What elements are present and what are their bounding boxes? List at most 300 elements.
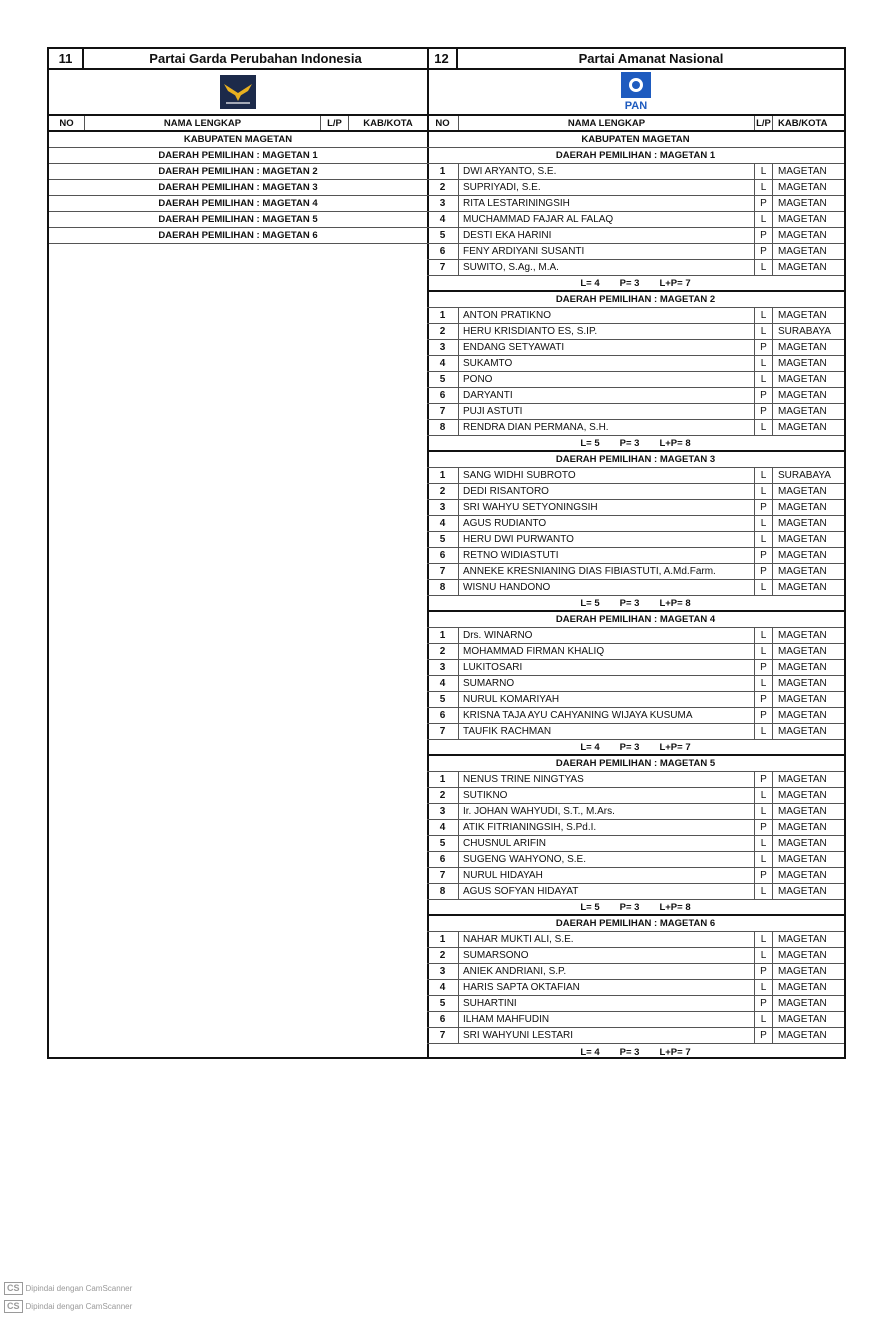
candidate-gender: L: [754, 628, 772, 643]
candidate-city: MAGETAN: [772, 340, 844, 355]
candidate-city: MAGETAN: [772, 868, 844, 883]
candidate-city: MAGETAN: [772, 948, 844, 963]
candidate-no: 5: [439, 998, 446, 1009]
candidate-row: [427, 692, 844, 708]
kabupaten-label: [49, 132, 427, 148]
candidate-gender: L: [754, 852, 772, 867]
pan-logo-text: PAN: [624, 100, 647, 112]
candidate-row: [427, 884, 844, 900]
candidate-gender: P: [754, 868, 772, 883]
candidate-name: TAUFIK RACHMAN: [458, 724, 754, 739]
candidate-gender: L: [754, 676, 772, 691]
candidate-no: 2: [439, 326, 446, 337]
candidate-no: 1: [439, 310, 446, 321]
candidate-name: HARIS SAPTA OKTAFIAN: [458, 980, 754, 995]
candidate-city: MAGETAN: [772, 228, 844, 243]
dapil-totals-row: [427, 740, 844, 756]
candidate-row: [427, 628, 844, 644]
candidate-row: [427, 644, 844, 660]
candidate-name: SUGENG WAHYONO, S.E.: [458, 852, 754, 867]
candidate-row: [427, 580, 844, 596]
dapil-totals-row: [427, 436, 844, 452]
candidate-city: MAGETAN: [772, 724, 844, 739]
candidate-no: 7: [439, 262, 446, 273]
candidate-city: MAGETAN: [772, 388, 844, 403]
candidate-name: DWI ARYANTO, S.E.: [458, 164, 754, 179]
candidate-name: LUKITOSARI: [458, 660, 754, 675]
candidate-city: MAGETAN: [772, 932, 844, 947]
dapil-title: DAERAH PEMILIHAN : MAGETAN 5: [158, 214, 318, 225]
candidate-city: MAGETAN: [772, 692, 844, 707]
dapil-totals: [566, 900, 704, 914]
candidate-no: 2: [439, 486, 446, 497]
candidate-no: 7: [439, 870, 446, 881]
dapil-totals: [566, 740, 704, 754]
candidate-city: MAGETAN: [772, 356, 844, 371]
candidate-row: [427, 836, 844, 852]
candidate-row: [427, 948, 844, 964]
candidate-city: MAGETAN: [772, 660, 844, 675]
candidate-gender: L: [754, 324, 772, 339]
candidate-name: SUHARTINI: [458, 996, 754, 1011]
candidate-no: 6: [439, 710, 446, 721]
kabupaten-label: [427, 132, 844, 148]
total-all: L+P= 7: [659, 1046, 691, 1058]
candidate-row: [427, 260, 844, 276]
candidate-city: MAGETAN: [772, 852, 844, 867]
candidate-row: [427, 516, 844, 532]
candidate-name: AGUS RUDIANTO: [458, 516, 754, 531]
candidate-city: MAGETAN: [772, 564, 844, 579]
candidate-no: 4: [439, 982, 446, 993]
header-lp: L/P: [320, 116, 348, 130]
candidate-no: 1: [439, 630, 446, 641]
garuda-logo-icon: [220, 75, 256, 109]
total-male: L= 4: [580, 1046, 600, 1058]
candidate-no: 3: [439, 806, 446, 817]
candidate-city: MAGETAN: [772, 996, 844, 1011]
dapil-title: DAERAH PEMILIHAN : MAGETAN 5: [555, 758, 716, 769]
candidate-name: NURUL HIDAYAH: [458, 868, 754, 883]
dapil-totals: [566, 436, 704, 450]
dapil-row: [49, 228, 427, 244]
dapil-totals-row: [427, 596, 844, 612]
candidate-row: [427, 852, 844, 868]
candidate-name: SUMARNO: [458, 676, 754, 691]
camscanner-badge: CS: [4, 1300, 23, 1313]
candidate-row: [427, 180, 844, 196]
dapil-totals-row: [427, 1044, 844, 1060]
candidate-gender: P: [754, 820, 772, 835]
candidate-no: 8: [439, 886, 446, 897]
candidate-no: 7: [439, 726, 446, 737]
candidate-city: MAGETAN: [772, 1028, 844, 1043]
candidate-gender: P: [754, 1028, 772, 1043]
candidate-gender: L: [754, 932, 772, 947]
candidate-gender: L: [754, 372, 772, 387]
candidate-city: MAGETAN: [772, 836, 844, 851]
candidate-name: CHUSNUL ARIFIN: [458, 836, 754, 851]
party-12-title-row: [427, 49, 844, 70]
total-male: L= 5: [580, 597, 600, 609]
candidate-name: NAHAR MUKTI ALI, S.E.: [458, 932, 754, 947]
dapil-row: [427, 148, 844, 164]
candidate-name: PONO: [458, 372, 754, 387]
candidate-no: 1: [439, 934, 446, 945]
candidate-row: [427, 164, 844, 180]
candidate-gender: P: [754, 996, 772, 1011]
candidate-city: MAGETAN: [772, 500, 844, 515]
candidate-row: [427, 868, 844, 884]
candidate-no: 4: [439, 518, 446, 529]
candidate-name: ANNEKE KRESNIANING DIAS FIBIASTUTI, A.Md.Farm.: [458, 564, 754, 579]
candidate-city: MAGETAN: [772, 884, 844, 899]
dapil-totals: [566, 596, 704, 610]
candidate-no: 6: [439, 246, 446, 257]
candidate-gender: L: [754, 804, 772, 819]
candidate-no: 2: [439, 950, 446, 961]
candidate-city: SURABAYA: [772, 468, 844, 483]
candidate-no: 4: [439, 822, 446, 833]
candidate-no: 1: [439, 166, 446, 177]
candidate-gender: P: [754, 500, 772, 515]
candidate-gender: L: [754, 420, 772, 435]
kabupaten-text: KABUPATEN MAGETAN: [581, 134, 690, 145]
candidate-row: [427, 788, 844, 804]
candidate-name: FENY ARDIYANI SUSANTI: [458, 244, 754, 259]
candidate-gender: L: [754, 980, 772, 995]
candidate-name: NENUS TRINE NINGTYAS: [458, 772, 754, 787]
candidate-name: RETNO WIDIASTUTI: [458, 548, 754, 563]
candidate-name: Ir. JOHAN WAHYUDI, S.T., M.Ars.: [458, 804, 754, 819]
total-female: P= 3: [619, 597, 640, 609]
candidate-city: MAGETAN: [772, 708, 844, 723]
dapil-title: DAERAH PEMILIHAN : MAGETAN 1: [158, 150, 318, 161]
candidate-gender: P: [754, 564, 772, 579]
candidate-city: MAGETAN: [772, 404, 844, 419]
candidate-row: [427, 1012, 844, 1028]
total-male: L= 4: [580, 741, 600, 753]
total-all: L+P= 8: [659, 901, 691, 913]
total-female: P= 3: [619, 1046, 640, 1058]
candidate-row: [427, 996, 844, 1012]
candidate-gender: P: [754, 228, 772, 243]
candidate-row: [427, 228, 844, 244]
candidate-no: 3: [439, 662, 446, 673]
candidate-no: 4: [439, 678, 446, 689]
candidate-row: [427, 244, 844, 260]
candidate-no: 3: [439, 502, 446, 513]
candidate-gender: P: [754, 548, 772, 563]
candidate-no: 7: [439, 1030, 446, 1041]
candidate-city: MAGETAN: [772, 980, 844, 995]
candidate-no: 6: [439, 1014, 446, 1025]
candidate-row: [427, 804, 844, 820]
total-male: L= 5: [580, 437, 600, 449]
dapil-title: DAERAH PEMILIHAN : MAGETAN 2: [158, 166, 318, 177]
candidate-name: RENDRA DIAN PERMANA, S.H.: [458, 420, 754, 435]
candidate-gender: P: [754, 244, 772, 259]
dapil-title: DAERAH PEMILIHAN : MAGETAN 2: [555, 294, 716, 305]
header-no: NO: [435, 117, 450, 129]
candidate-city: MAGETAN: [772, 1012, 844, 1027]
candidate-no: 6: [439, 854, 446, 865]
candidate-row: [427, 196, 844, 212]
candidate-no: 2: [439, 182, 446, 193]
candidate-gender: P: [754, 660, 772, 675]
candidate-name: Drs. WINARNO: [458, 628, 754, 643]
candidate-city: MAGETAN: [772, 164, 844, 179]
dapil-title: DAERAH PEMILIHAN : MAGETAN 4: [158, 198, 318, 209]
candidate-no: 5: [439, 534, 446, 545]
candidate-row: [427, 468, 844, 484]
candidate-no: 1: [439, 470, 446, 481]
candidate-gender: L: [754, 948, 772, 963]
candidate-name: RITA LESTARININGSIH: [458, 196, 754, 211]
pan-logo-icon: [619, 72, 653, 112]
candidate-row: [427, 532, 844, 548]
candidate-gender: P: [754, 340, 772, 355]
candidate-row: [427, 212, 844, 228]
party-name: Partai Garda Perubahan Indonesia: [149, 51, 362, 66]
candidate-city: MAGETAN: [772, 308, 844, 323]
candidate-row: [427, 964, 844, 980]
camscanner-text: Dipindai dengan CamScanner: [25, 1302, 133, 1311]
candidate-row: [427, 772, 844, 788]
candidate-gender: L: [754, 468, 772, 483]
candidate-no: 3: [439, 342, 446, 353]
dapil-row: [427, 916, 844, 932]
party-11-header-row: [49, 116, 427, 132]
total-female: P= 3: [619, 277, 640, 289]
candidate-name: AGUS SOFYAN HIDAYAT: [458, 884, 754, 899]
dapil-totals-row: [427, 900, 844, 916]
candidate-gender: L: [754, 484, 772, 499]
total-female: P= 3: [619, 901, 640, 913]
party-12-column: [427, 49, 844, 1057]
dapil-row: [49, 164, 427, 180]
candidate-no: 8: [439, 582, 446, 593]
candidate-gender: L: [754, 260, 772, 275]
header-no: NO: [59, 117, 74, 129]
candidate-gender: P: [754, 708, 772, 723]
candidate-row: [427, 324, 844, 340]
candidate-city: MAGETAN: [772, 180, 844, 195]
total-male: L= 5: [580, 901, 600, 913]
candidate-name: SUWITO, S.Ag., M.A.: [458, 260, 754, 275]
candidate-name: HERU KRISDIANTO ES, S.IP.: [458, 324, 754, 339]
total-female: P= 3: [619, 741, 640, 753]
candidate-city: MAGETAN: [772, 196, 844, 211]
candidate-name: SANG WIDHI SUBROTO: [458, 468, 754, 483]
candidate-row: [427, 484, 844, 500]
candidate-row: [427, 660, 844, 676]
candidate-name: MUCHAMMAD FAJAR AL FALAQ: [458, 212, 754, 227]
candidate-gender: P: [754, 772, 772, 787]
candidate-name: DEDI RISANTORO: [458, 484, 754, 499]
candidate-no: 8: [439, 422, 446, 433]
candidate-row: [427, 932, 844, 948]
candidate-name: KRISNA TAJA AYU CAHYANING WIJAYA KUSUMA: [458, 708, 754, 723]
kabupaten-text: KABUPATEN MAGETAN: [183, 134, 293, 145]
candidate-row: [427, 1028, 844, 1044]
camscanner-badge: CS: [4, 1282, 23, 1295]
candidate-row: [427, 708, 844, 724]
candidate-gender: P: [754, 388, 772, 403]
candidate-city: MAGETAN: [772, 244, 844, 259]
total-all: L+P= 7: [659, 277, 691, 289]
dapil-row: [49, 180, 427, 196]
candidate-name: PUJI ASTUTI: [458, 404, 754, 419]
dapil-title: DAERAH PEMILIHAN : MAGETAN 3: [555, 454, 716, 465]
candidate-gender: P: [754, 964, 772, 979]
candidate-gender: L: [754, 308, 772, 323]
candidate-city: MAGETAN: [772, 964, 844, 979]
candidate-row: [427, 820, 844, 836]
candidate-city: SURABAYA: [772, 324, 844, 339]
candidate-gender: L: [754, 516, 772, 531]
candidate-name: MOHAMMAD FIRMAN KHALIQ: [458, 644, 754, 659]
dapil-row: [49, 148, 427, 164]
party-11-logo-row: [49, 70, 427, 116]
party-11-column: [49, 49, 429, 1057]
candidate-city: MAGETAN: [772, 212, 844, 227]
candidate-no: 4: [439, 358, 446, 369]
dapil-row: [49, 212, 427, 228]
candidate-gender: L: [754, 724, 772, 739]
candidate-gender: L: [754, 212, 772, 227]
candidate-city: MAGETAN: [772, 628, 844, 643]
candidate-row: [427, 564, 844, 580]
party-name: Partai Amanat Nasional: [578, 51, 724, 66]
candidate-no: 7: [439, 406, 446, 417]
candidate-gender: P: [754, 404, 772, 419]
candidate-gender: L: [754, 164, 772, 179]
candidate-city: MAGETAN: [772, 516, 844, 531]
dapil-totals: [566, 276, 704, 290]
dapil-title: DAERAH PEMILIHAN : MAGETAN 3: [158, 182, 318, 193]
candidate-city: MAGETAN: [772, 788, 844, 803]
candidate-row: [427, 308, 844, 324]
candidate-gender: L: [754, 580, 772, 595]
header-kab: KAB/KOTA: [772, 116, 844, 130]
candidate-row: [427, 548, 844, 564]
dapil-title: DAERAH PEMILIHAN : MAGETAN 6: [158, 230, 318, 241]
total-male: L= 4: [580, 277, 600, 289]
total-all: L+P= 8: [659, 437, 691, 449]
candidate-name: SRI WAHYU SETYONINGSIH: [458, 500, 754, 515]
candidate-city: MAGETAN: [772, 420, 844, 435]
candidate-row: [427, 356, 844, 372]
candidate-name: HERU DWI PURWANTO: [458, 532, 754, 547]
candidate-name: ANIEK ANDRIANI, S.P.: [458, 964, 754, 979]
candidate-row: [427, 500, 844, 516]
candidate-no: 4: [439, 214, 446, 225]
candidate-name: DARYANTI: [458, 388, 754, 403]
candidate-gender: L: [754, 180, 772, 195]
candidate-name: SRI WAHYUNI LESTARI: [458, 1028, 754, 1043]
candidate-name: DESTI EKA HARINI: [458, 228, 754, 243]
candidate-row: [427, 724, 844, 740]
candidate-no: 5: [439, 374, 446, 385]
party-12-header-row: [427, 116, 844, 132]
dapil-row: [427, 756, 844, 772]
candidate-name: WISNU HANDONO: [458, 580, 754, 595]
camscanner-watermark: [4, 1300, 132, 1313]
dapil-title: DAERAH PEMILIHAN : MAGETAN 4: [555, 614, 716, 625]
candidate-gender: L: [754, 356, 772, 371]
total-all: L+P= 8: [659, 597, 691, 609]
party-12-logo-row: [427, 70, 844, 116]
candidate-city: MAGETAN: [772, 772, 844, 787]
candidate-city: MAGETAN: [772, 484, 844, 499]
candidate-city: MAGETAN: [772, 580, 844, 595]
candidate-row: [427, 388, 844, 404]
candidate-city: MAGETAN: [772, 548, 844, 563]
camscanner-text: Dipindai dengan CamScanner: [25, 1284, 133, 1293]
candidate-row: [427, 980, 844, 996]
candidate-name: NURUL KOMARIYAH: [458, 692, 754, 707]
candidate-name: SUKAMTO: [458, 356, 754, 371]
candidate-gender: P: [754, 692, 772, 707]
candidate-gender: L: [754, 884, 772, 899]
candidate-row: [427, 372, 844, 388]
candidate-name: SUPRIYADI, S.E.: [458, 180, 754, 195]
candidate-city: MAGETAN: [772, 820, 844, 835]
candidate-no: 6: [439, 550, 446, 561]
dapil-title: DAERAH PEMILIHAN : MAGETAN 1: [555, 150, 716, 161]
candidate-name: ILHAM MAHFUDIN: [458, 1012, 754, 1027]
candidate-no: 5: [439, 694, 446, 705]
dapil-row: [427, 452, 844, 468]
candidate-list-sheet: [47, 47, 846, 1059]
dapil-title: DAERAH PEMILIHAN : MAGETAN 6: [555, 918, 716, 929]
candidate-name: ENDANG SETYAWATI: [458, 340, 754, 355]
candidate-no: 3: [439, 198, 446, 209]
candidate-no: 6: [439, 390, 446, 401]
candidate-name: ATIK FITRIANINGSIH, S.Pd.I.: [458, 820, 754, 835]
header-lp: L/P: [754, 116, 772, 130]
total-all: L+P= 7: [659, 741, 691, 753]
candidate-city: MAGETAN: [772, 372, 844, 387]
candidate-row: [427, 404, 844, 420]
candidate-no: 2: [439, 646, 446, 657]
candidate-gender: L: [754, 836, 772, 851]
candidate-name: ANTON PRATIKNO: [458, 308, 754, 323]
dapil-totals: [566, 1044, 704, 1060]
candidate-name: SUTIKNO: [458, 788, 754, 803]
dapil-row: [49, 196, 427, 212]
candidate-no: 2: [439, 790, 446, 801]
total-female: P= 3: [619, 437, 640, 449]
candidate-gender: L: [754, 644, 772, 659]
dapil-row: [427, 612, 844, 628]
candidate-gender: L: [754, 788, 772, 803]
candidate-row: [427, 420, 844, 436]
header-name: NAMA LENGKAP: [458, 116, 754, 130]
header-kab: KAB/KOTA: [348, 116, 427, 130]
candidate-city: MAGETAN: [772, 532, 844, 547]
candidate-no: 3: [439, 966, 446, 977]
candidate-gender: L: [754, 532, 772, 547]
candidate-city: MAGETAN: [772, 676, 844, 691]
party-number: 12: [427, 49, 458, 68]
dapil-row: [427, 292, 844, 308]
candidate-no: 5: [439, 838, 446, 849]
candidate-gender: P: [754, 196, 772, 211]
candidate-no: 1: [439, 774, 446, 785]
candidate-row: [427, 676, 844, 692]
